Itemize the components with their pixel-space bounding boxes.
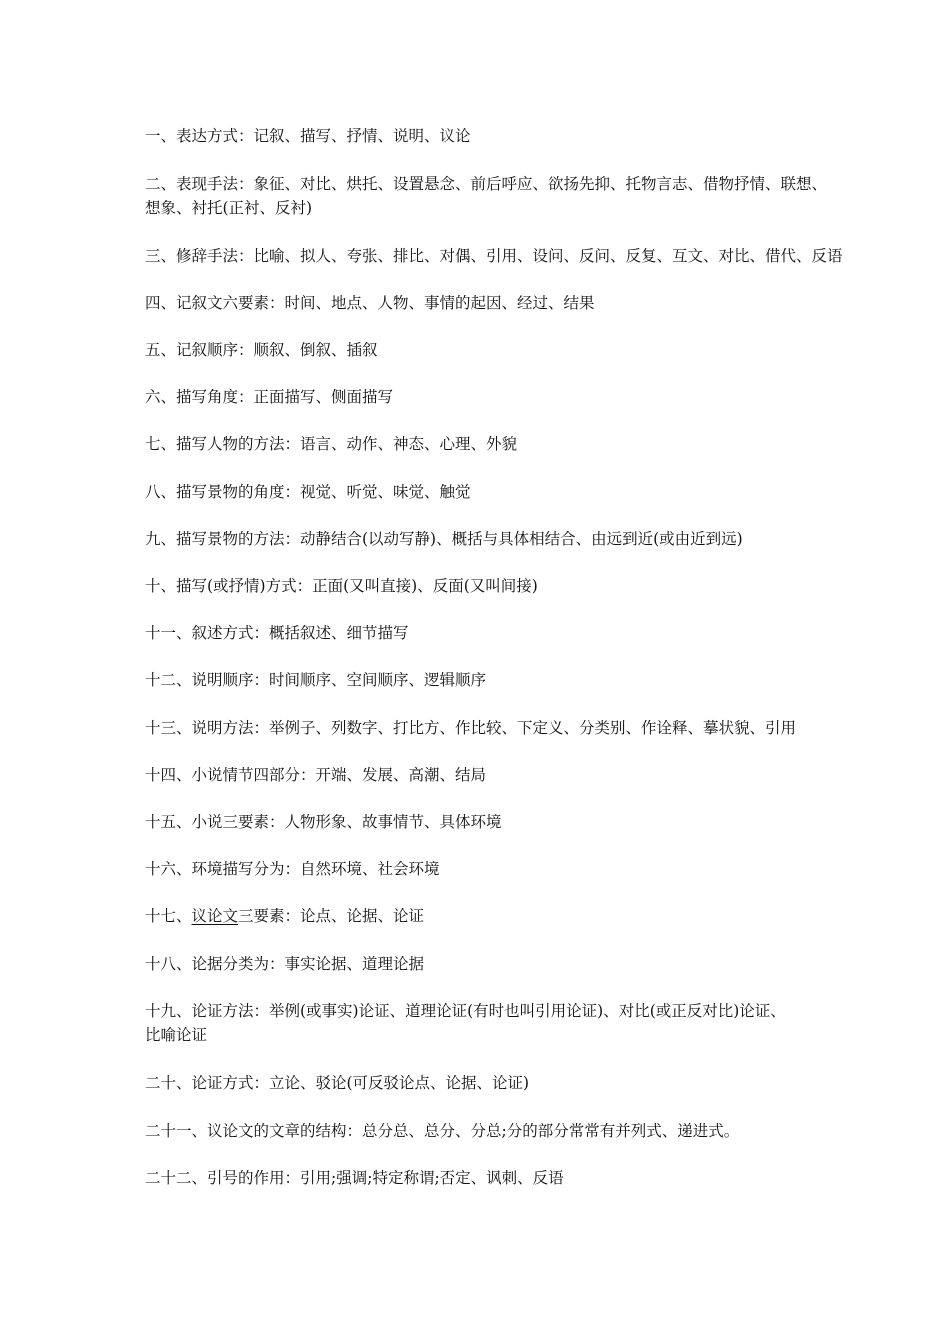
item-2 <box>145 172 828 220</box>
item-9: 九、描写景物的方法：动静结合(以动写静)、概括与具体相结合、由远到近(或由近到远) <box>145 530 743 548</box>
item-2-line-2: 想象、衬托(正衬、反衬) <box>145 199 313 217</box>
item-10: 十、描写(或抒情)方式：正面(又叫直接)、反面(又叫间接) <box>145 577 538 595</box>
item-16: 十六、环境描写分为：自然环境、社会环境 <box>145 860 440 878</box>
item-21: 二十一、议论文的文章的结构：总分总、总分、分总;分的部分常常有并列式、递进式。 <box>145 1122 740 1140</box>
item-20: 二十、论证方式：立论、驳论(可反驳论点、论据、论证) <box>145 1074 530 1092</box>
item-18: 十八、论据分类为：事实论据、道理论据 <box>145 955 425 973</box>
item-4: 四、记叙文六要素：时间、地点、人物、事情的起因、经过、结果 <box>145 294 595 312</box>
item-17-prefix: 十七、 <box>145 907 192 925</box>
item-6: 六、描写角度：正面描写、侧面描写 <box>145 388 394 406</box>
item-19-line-1: 十九、论证方法：举例(或事实)论证、道理论证(有时也叫引用论证)、对比(或正反对比)论证、 <box>145 1002 786 1020</box>
item-2-line-1: 二、表现手法：象征、对比、烘托、设置悬念、前后呼应、欲扬先抑、托物言志、借物抒情、联想、 <box>145 175 828 193</box>
item-3: 三、修辞手法：比喻、拟人、夸张、排比、对偶、引用、设问、反问、反复、互文、对比、借代、反语 <box>145 247 843 265</box>
argumentative-essay-link[interactable]: 议论文 <box>191 907 239 925</box>
item-1: 一、表达方式：记叙、描写、抒情、说明、议论 <box>145 127 471 145</box>
item-8: 八、描写景物的角度：视觉、听觉、味觉、触觉 <box>145 483 471 501</box>
item-5: 五、记叙顺序：顺叙、倒叙、插叙 <box>145 341 378 359</box>
item-17 <box>145 904 825 928</box>
item-17-suffix: 三要素：论点、论据、论证 <box>238 907 425 925</box>
item-11: 十一、叙述方式：概括叙述、细节描写 <box>145 624 409 642</box>
item-19 <box>145 999 825 1047</box>
item-7: 七、描写人物的方法：语言、动作、神态、心理、外貌 <box>145 435 518 453</box>
item-22: 二十二、引号的作用：引用;强调;特定称谓;否定、讽刺、反语 <box>145 1169 564 1187</box>
item-12: 十二、说明顺序：时间顺序、空间顺序、逻辑顺序 <box>145 671 487 689</box>
item-19-line-2: 比喻论证 <box>145 1026 208 1044</box>
item-15: 十五、小说三要素：人物形象、故事情节、具体环境 <box>145 813 502 831</box>
item-13: 十三、说明方法：举例子、列数字、打比方、作比较、下定义、分类别、作诠释、摹状貌、引用 <box>145 719 797 737</box>
item-14: 十四、小说情节四部分：开端、发展、高潮、结局 <box>145 766 487 784</box>
